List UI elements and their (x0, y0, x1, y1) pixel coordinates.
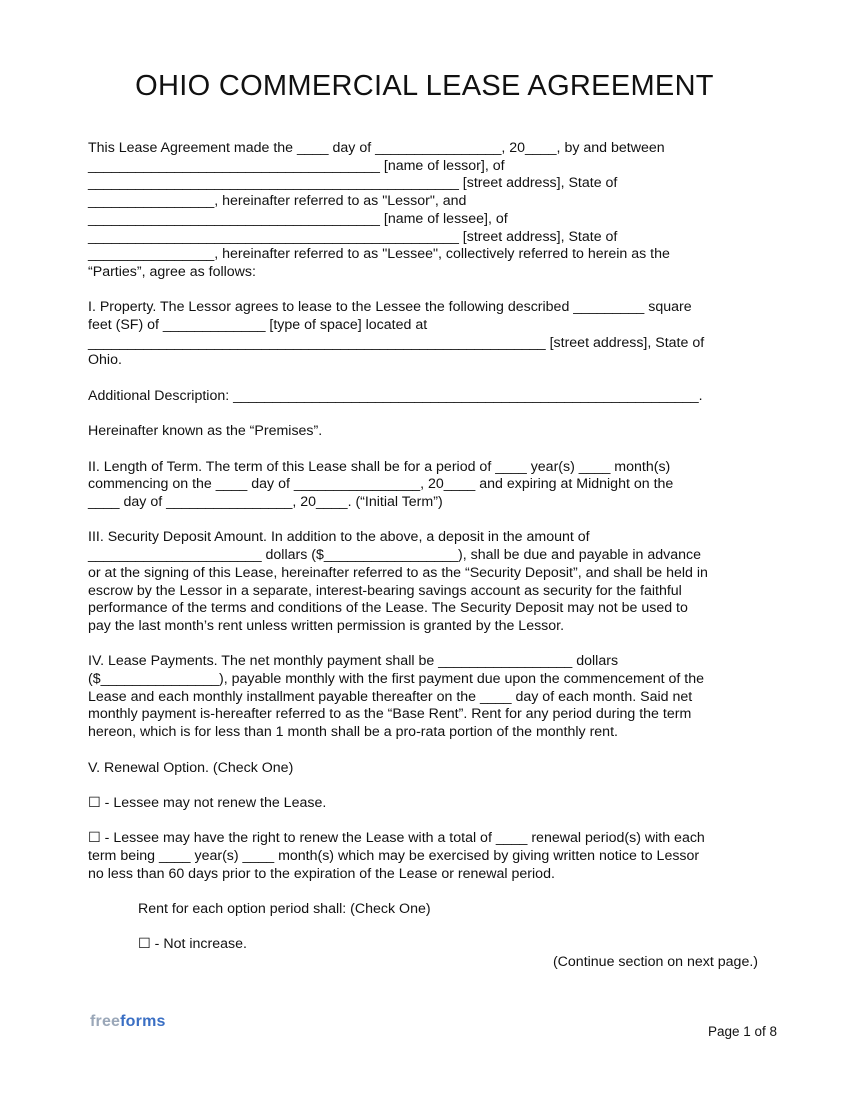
premises-line: Hereinafter known as the “Premises”. (88, 423, 323, 440)
payments-line: Lease and each monthly installment payable thereafter on the ____ day of each month. Said net (88, 688, 693, 705)
payments-line: monthly payment is-hereafter referred to as the “Base Rent”. Rent for any period during the term (88, 706, 692, 723)
intro-line: ________________, hereinafter referred to as "Lessee", collectively referred to herein as the (88, 246, 670, 263)
continue-note: (Continue section on next page.) (552, 954, 758, 971)
term-line: ____ day of ________________, 20____. (“Initial Term”) (88, 494, 443, 510)
rent-option-not-increase[interactable]: ☐ - Not increase. (138, 936, 247, 953)
term-line: II. Length of Term. The term of this Lease shall be for a period of ____ year(s) ____ month(s) (88, 458, 671, 475)
renewal-option-line: term being ____ year(s) ____ month(s) which may be exercised by giving written notice to Lessor (88, 847, 700, 864)
payments-line: IV. Lease Payments. The net monthly payment shall be _________________ dollars (88, 653, 619, 670)
deposit-line: pay the last month’s rent unless written permission is granted by the Lessor. (88, 617, 565, 634)
intro-line: _______________________________________________ [street address], State of (88, 228, 618, 245)
page-title: OHIO COMMERCIAL LEASE AGREEMENT (135, 70, 714, 102)
additional-description: Additional Description: ___________________________________________________________. (88, 387, 703, 404)
renewal-heading: V. Renewal Option. (Check One) (88, 759, 294, 776)
freeforms-logo: freeforms (90, 1013, 166, 1030)
property-line: __________________________________________________________ [street address], State of (88, 334, 705, 351)
property-line: feet (SF) of _____________ [type of space] located at (88, 317, 428, 334)
payments-line: hereon, which is for less than 1 month shall be a pro-rata portion of the monthly rent. (88, 724, 618, 741)
deposit-line: performance of the terms and conditions of the Lease. The Security Deposit may not be used to (88, 600, 688, 617)
intro-line: _____________________________________ [name of lessor], of (88, 157, 505, 174)
property-line: I. Property. The Lessor agrees to lease to the Lessee the following described _________ square (88, 299, 692, 316)
intro-line: “Parties”, agree as follows: (88, 263, 256, 280)
deposit-line: III. Security Deposit Amount. In addition to the above, a deposit in the amount of (88, 529, 590, 546)
intro-line: _____________________________________ [name of lessee], of (88, 210, 508, 227)
renewal-option-renew[interactable]: ☐ - Lessee may have the right to renew the Lease with a total of ____ renewal period(s) with each (88, 830, 705, 847)
page-number: Page 1 of 8 (707, 1024, 777, 1039)
rent-option-heading: Rent for each option period shall: (Check One) (138, 901, 431, 918)
property-line: Ohio. (88, 352, 122, 369)
term-line: commencing on the ____ day of ________________, 20____ and expiring at Midnight on the (88, 476, 674, 493)
intro-line: _______________________________________________ [street address], State of (88, 175, 618, 192)
deposit-line: ______________________ dollars ($_________________), shall be due and payable in advance (88, 547, 701, 564)
payments-line: ($_______________), payable monthly with the first payment due upon the commencement of the (88, 671, 704, 687)
intro-line: ________________, hereinafter referred to as "Lessor", and (88, 193, 467, 210)
intro-line: This Lease Agreement made the ____ day of ________________, 20____, by and between (88, 140, 665, 156)
deposit-line: escrow by the Lessor in a separate, interest-bearing savings account as security for the faithful (88, 582, 682, 599)
document-body (88, 140, 778, 972)
renewal-option-no-renew[interactable]: ☐ - Lessee may not renew the Lease. (88, 794, 327, 811)
renewal-option-line: no less than 60 days prior to the expiration of the Lease or renewal period. (88, 865, 555, 882)
deposit-line: or at the signing of this Lease, hereinafter referred to as the “Security Deposit”, and shall be held in (88, 564, 708, 581)
